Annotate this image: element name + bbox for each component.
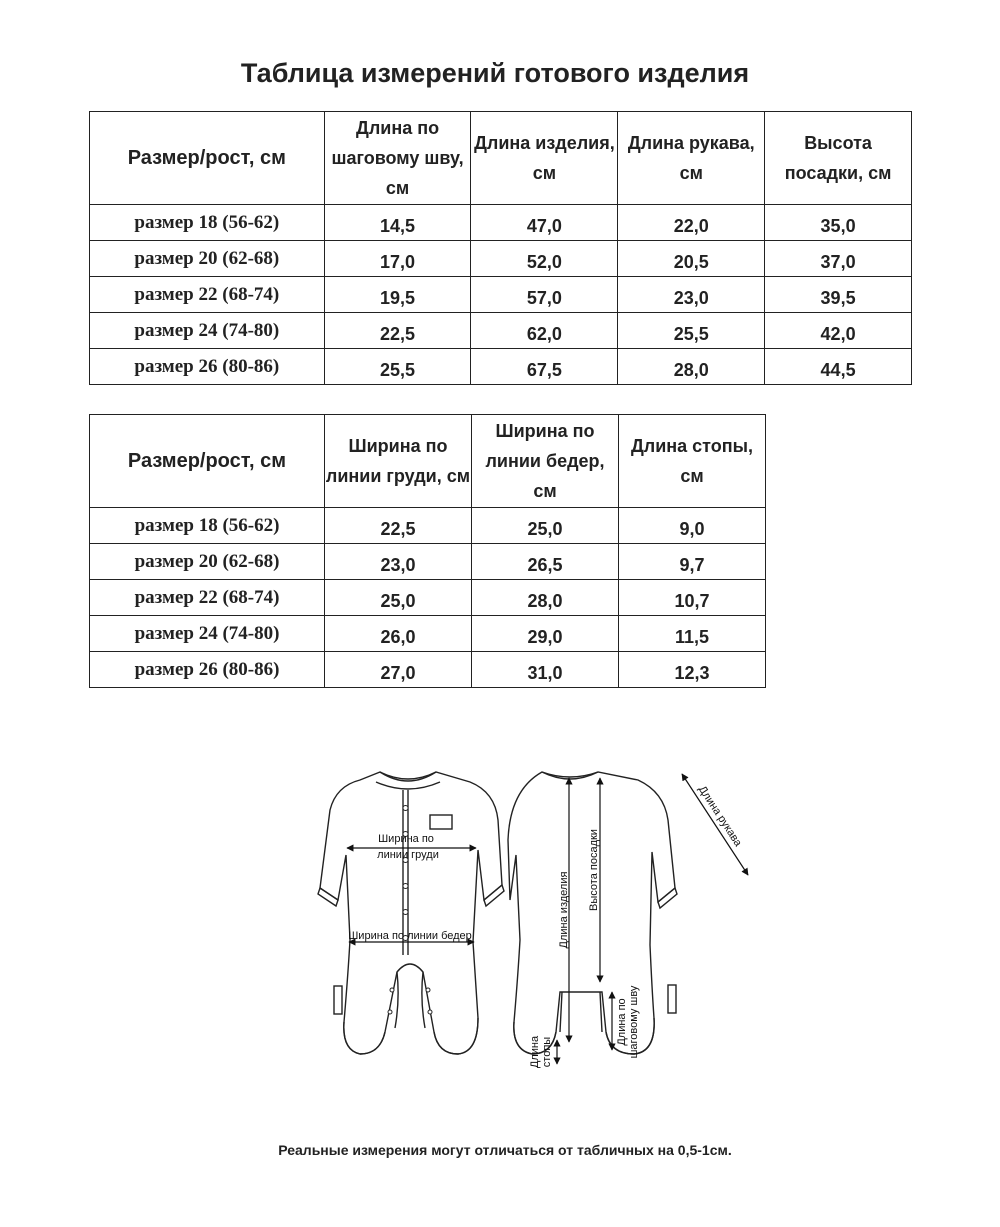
table-cell: 14,5 (324, 205, 471, 241)
header-hips: Ширина по линии бедер, см (472, 415, 619, 508)
sleeve-label: Длина рукава (695, 783, 744, 849)
size-label: размер 20 (62-68) (90, 544, 325, 580)
table-cell: 37,0 (765, 241, 912, 277)
header-rise: Высота посадки, см (765, 112, 912, 205)
table-cell: 28,0 (472, 580, 619, 616)
table-cell: 10,7 (619, 580, 766, 616)
table-cell: 22,5 (324, 313, 471, 349)
table-cell: 67,5 (471, 349, 618, 385)
table-row (90, 277, 912, 313)
table-cell: 28,0 (618, 349, 765, 385)
table-cell: 22,0 (618, 205, 765, 241)
table-cell: 11,5 (619, 616, 766, 652)
table-cell: 52,0 (471, 241, 618, 277)
table-cell: 20,5 (618, 241, 765, 277)
table-cell: 29,0 (472, 616, 619, 652)
size-label: размер 24 (74-80) (90, 616, 325, 652)
table-cell: 25,5 (618, 313, 765, 349)
header-length: Длина изделия, см (471, 112, 618, 205)
table-row (90, 580, 766, 616)
table-row (90, 616, 766, 652)
table-row (90, 313, 912, 349)
table-cell: 26,0 (325, 616, 472, 652)
size-label: размер 22 (68-74) (90, 580, 325, 616)
chest-label-1: Ширина по (378, 833, 434, 845)
size-label: размер 26 (80-86) (90, 652, 325, 688)
size-label: размер 18 (56-62) (90, 508, 325, 544)
chest-label-2: линии груди (377, 849, 439, 861)
table-row (90, 205, 912, 241)
table-cell: 57,0 (471, 277, 618, 313)
front-view (318, 772, 504, 1054)
table-cell: 23,0 (618, 277, 765, 313)
back-view (508, 772, 677, 1054)
table-row (90, 241, 912, 277)
size-label: размер 22 (68-74) (90, 277, 325, 313)
size-label: размер 18 (56-62) (90, 205, 325, 241)
table-cell: 62,0 (471, 313, 618, 349)
inseam-label-1: Длина по (616, 998, 628, 1046)
table-header-row (90, 112, 912, 205)
table-row (90, 349, 912, 385)
foot-label-1: Длина (529, 1035, 541, 1069)
table-cell: 26,5 (472, 544, 619, 580)
table-cell: 27,0 (325, 652, 472, 688)
foot-label-2: стопы (541, 1036, 553, 1068)
header-inseam: Длина по шаговому шву, см (324, 112, 471, 205)
table-cell: 42,0 (765, 313, 912, 349)
sleeve-arrow (682, 774, 748, 875)
table-cell: 17,0 (324, 241, 471, 277)
measurements-table-2 (89, 414, 766, 688)
table-cell: 44,5 (765, 349, 912, 385)
garment-diagram (270, 760, 770, 1080)
table-cell: 25,0 (472, 508, 619, 544)
size-label: размер 24 (74-80) (90, 313, 325, 349)
table-row (90, 508, 766, 544)
table-cell: 25,5 (324, 349, 471, 385)
table-row (90, 652, 766, 688)
table-cell: 39,5 (765, 277, 912, 313)
header-sleeve: Длина рукава, см (618, 112, 765, 205)
table-cell: 47,0 (471, 205, 618, 241)
table-cell: 23,0 (325, 544, 472, 580)
table-cell: 22,5 (325, 508, 472, 544)
size-label: размер 20 (62-68) (90, 241, 325, 277)
page-title: Таблица измерений готового изделия (240, 58, 750, 88)
header-size: Размер/рост, см (90, 112, 325, 205)
table-header-row (90, 415, 766, 508)
table-cell: 12,3 (619, 652, 766, 688)
size-label: размер 26 (80-86) (90, 349, 325, 385)
hips-label: Ширина по линии бедер (348, 930, 472, 942)
header-foot: Длина стопы, см (619, 415, 766, 508)
table-cell: 19,5 (324, 277, 471, 313)
header-chest: Ширина по линии груди, см (325, 415, 472, 508)
header-size: Размер/рост, см (90, 415, 325, 508)
table-cell: 31,0 (472, 652, 619, 688)
table-cell: 9,0 (619, 508, 766, 544)
length-label: Длина изделия (558, 871, 570, 949)
footnote: Реальные измерения могут отличаться от табличных на 0,5-1см. (278, 1142, 732, 1158)
table-cell: 35,0 (765, 205, 912, 241)
table-cell: 25,0 (325, 580, 472, 616)
inseam-label-2: шаговому шву (628, 985, 640, 1059)
rise-label: Высота посадки (588, 829, 600, 911)
table-cell: 9,7 (619, 544, 766, 580)
measurements-table-1 (89, 111, 912, 385)
table-row (90, 544, 766, 580)
